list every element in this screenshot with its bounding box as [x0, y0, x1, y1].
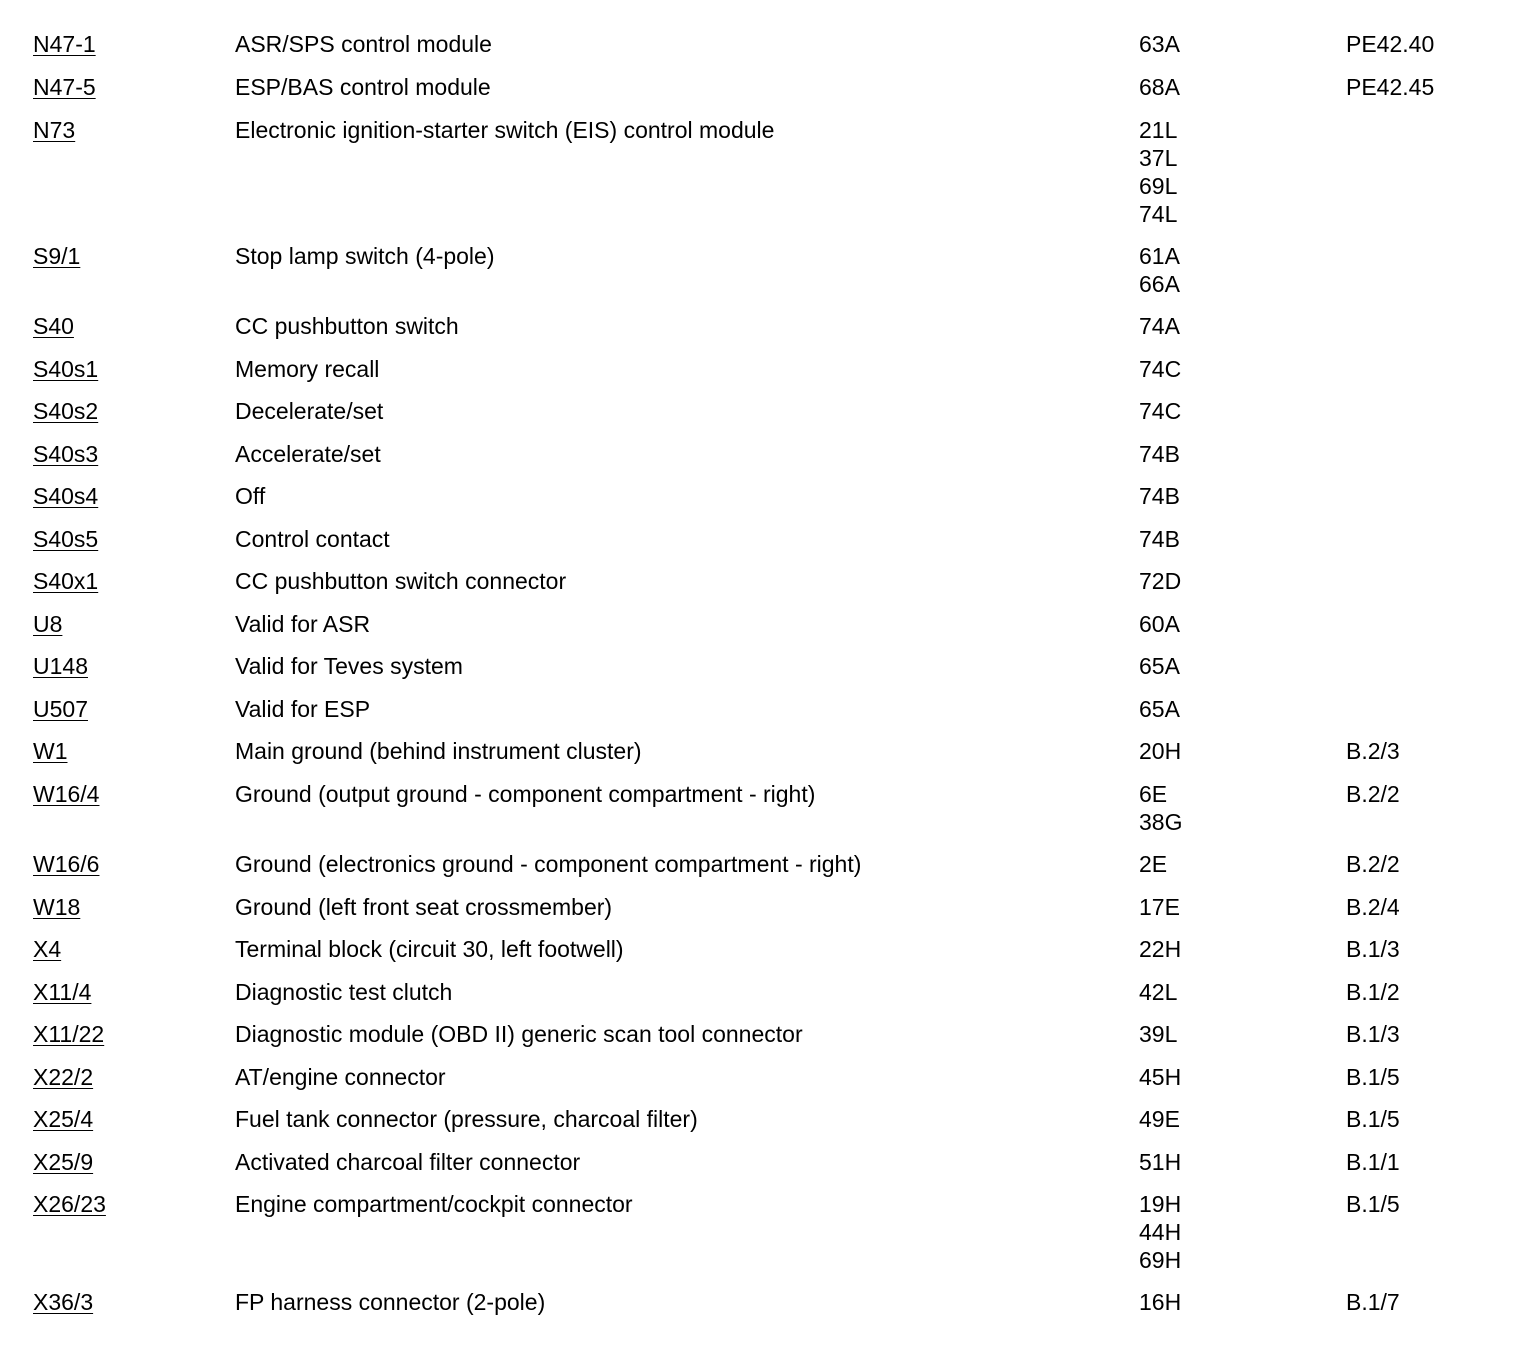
grid-locations — [1139, 695, 1180, 723]
grid-location: 63A — [1139, 31, 1180, 57]
component-description: Diagnostic module (OBD II) generic scan tool connector — [235, 1021, 803, 1047]
grid-location: 42L — [1139, 979, 1178, 1005]
component-description: Fuel tank connector (pressure, charcoal filter) — [235, 1106, 698, 1132]
grid-location: 74L — [1139, 201, 1178, 227]
grid-locations — [1139, 935, 1181, 963]
component-code-link[interactable]: X11/22 — [33, 1021, 105, 1047]
grid-location: 22H — [1139, 936, 1182, 962]
grid-location: 69L — [1139, 173, 1178, 199]
grid-location: 68A — [1139, 74, 1180, 100]
component-description: Ground (output ground - component compartment - right) — [235, 781, 816, 807]
component-description: Ground (electronics ground - component compartment - right) — [235, 851, 862, 877]
grid-locations — [1139, 1020, 1177, 1048]
component-description: CC pushbutton switch connector — [235, 568, 567, 594]
component-code-link[interactable]: W1 — [33, 738, 68, 764]
component-description: Electronic ignition-starter switch (EIS) control module — [235, 117, 775, 143]
grid-location: 38G — [1139, 809, 1183, 835]
component-code-link[interactable]: S9/1 — [33, 243, 81, 269]
component-code-link[interactable]: S40x1 — [33, 568, 99, 594]
component-code-link[interactable]: S40s2 — [33, 398, 99, 424]
component-code-link[interactable]: N47-5 — [33, 74, 96, 100]
component-description: CC pushbutton switch — [235, 313, 459, 339]
component-code-link[interactable]: X25/4 — [33, 1106, 94, 1132]
component-description: Memory recall — [235, 356, 380, 382]
grid-location: 39L — [1139, 1021, 1178, 1047]
component-description: Main ground (behind instrument cluster) — [235, 738, 642, 764]
diagram-reference: B.2/2 — [1346, 851, 1400, 877]
grid-location: 74C — [1139, 356, 1182, 382]
grid-locations — [1139, 242, 1180, 298]
component-code-link[interactable]: X36/3 — [33, 1289, 94, 1315]
component-code-link[interactable]: U507 — [33, 696, 88, 722]
component-code-link[interactable]: W18 — [33, 894, 81, 920]
grid-location: 44H — [1139, 1219, 1182, 1245]
component-description: Activated charcoal filter connector — [235, 1149, 581, 1175]
grid-location: 74A — [1139, 313, 1180, 339]
component-code-link[interactable]: X4 — [33, 936, 62, 962]
component-description: Control contact — [235, 526, 390, 552]
component-description: Off — [235, 483, 266, 509]
component-description: AT/engine connector — [235, 1064, 446, 1090]
grid-locations — [1139, 73, 1180, 101]
grid-locations — [1139, 978, 1177, 1006]
grid-locations — [1139, 652, 1180, 680]
grid-location: 45H — [1139, 1064, 1182, 1090]
grid-locations — [1139, 893, 1180, 921]
component-code-link[interactable]: X22/2 — [33, 1064, 94, 1090]
component-code-link[interactable]: U8 — [33, 611, 63, 637]
grid-location: 74B — [1139, 483, 1180, 509]
component-code-link[interactable]: U148 — [33, 653, 88, 679]
grid-locations — [1139, 850, 1167, 878]
grid-locations — [1139, 737, 1181, 765]
component-code-link[interactable]: S40 — [33, 313, 74, 339]
grid-location: 16H — [1139, 1289, 1182, 1315]
component-description: Valid for Teves system — [235, 653, 463, 679]
grid-location: 60A — [1139, 611, 1180, 637]
grid-location: 66A — [1139, 271, 1180, 297]
component-code-link[interactable]: X25/9 — [33, 1149, 94, 1175]
grid-location: 37L — [1139, 145, 1178, 171]
diagram-reference: PE42.45 — [1346, 74, 1435, 100]
diagram-reference: B.1/1 — [1346, 1149, 1400, 1175]
component-description: Valid for ASR — [235, 611, 371, 637]
grid-locations — [1139, 30, 1180, 58]
grid-location: 65A — [1139, 653, 1180, 679]
grid-location: 72D — [1139, 568, 1182, 594]
grid-locations — [1139, 312, 1180, 340]
component-description: Engine compartment/cockpit connector — [235, 1191, 633, 1217]
grid-location: 74B — [1139, 526, 1180, 552]
diagram-reference: B.1/7 — [1346, 1289, 1400, 1315]
diagram-reference: B.1/5 — [1346, 1106, 1400, 1132]
component-description: FP harness connector (2-pole) — [235, 1289, 546, 1315]
diagram-reference: B.1/3 — [1346, 1021, 1400, 1047]
component-description: Diagnostic test clutch — [235, 979, 453, 1005]
component-code-link[interactable]: S40s5 — [33, 526, 99, 552]
grid-locations — [1139, 1190, 1181, 1274]
grid-locations — [1139, 610, 1180, 638]
grid-locations — [1139, 525, 1180, 553]
component-description: ASR/SPS control module — [235, 31, 492, 57]
component-description: Decelerate/set — [235, 398, 384, 424]
component-description: Ground (left front seat crossmember) — [235, 894, 613, 920]
diagram-reference: B.1/5 — [1346, 1064, 1400, 1090]
grid-location: 74C — [1139, 398, 1182, 424]
grid-locations — [1139, 567, 1181, 595]
grid-location: 20H — [1139, 738, 1182, 764]
grid-locations — [1139, 1063, 1181, 1091]
grid-location: 65A — [1139, 696, 1180, 722]
diagram-reference: B.1/3 — [1346, 936, 1400, 962]
component-code-link[interactable]: X26/23 — [33, 1191, 106, 1217]
grid-locations — [1139, 1288, 1181, 1316]
component-code-link[interactable]: X11/4 — [33, 979, 92, 1005]
grid-location: 19H — [1139, 1191, 1182, 1217]
grid-locations — [1139, 397, 1181, 425]
grid-location: 6E — [1139, 781, 1168, 807]
diagram-reference: PE42.40 — [1346, 31, 1435, 57]
grid-location: 21L — [1139, 117, 1178, 143]
grid-location: 2E — [1139, 851, 1168, 877]
grid-locations — [1139, 440, 1180, 468]
component-description: Valid for ESP — [235, 696, 371, 722]
component-description: Terminal block (circuit 30, left footwell) — [235, 936, 624, 962]
grid-location: 51H — [1139, 1149, 1182, 1175]
grid-location: 61A — [1139, 243, 1180, 269]
component-code-link[interactable]: S40s3 — [33, 441, 99, 467]
diagram-reference: B.2/4 — [1346, 894, 1400, 920]
grid-locations — [1139, 780, 1182, 836]
diagram-reference: B.2/2 — [1346, 781, 1400, 807]
diagram-reference: B.1/2 — [1346, 979, 1400, 1005]
grid-locations — [1139, 355, 1181, 383]
component-code-link[interactable]: S40s1 — [33, 356, 99, 382]
component-code-link[interactable]: N47-1 — [33, 31, 96, 57]
component-code-link[interactable]: S40s4 — [33, 483, 99, 509]
component-description: Stop lamp switch (4-pole) — [235, 243, 495, 269]
component-code-link[interactable]: N73 — [33, 117, 76, 143]
grid-locations — [1139, 482, 1180, 510]
component-description: Accelerate/set — [235, 441, 381, 467]
component-code-link[interactable]: W16/6 — [33, 851, 100, 877]
component-description: ESP/BAS control module — [235, 74, 491, 100]
component-code-link[interactable]: W16/4 — [33, 781, 100, 807]
grid-locations — [1139, 116, 1177, 228]
grid-locations — [1139, 1105, 1180, 1133]
grid-location: 69H — [1139, 1247, 1182, 1273]
grid-locations — [1139, 1148, 1181, 1176]
grid-location: 74B — [1139, 441, 1180, 467]
diagram-reference: B.2/3 — [1346, 738, 1400, 764]
grid-location: 17E — [1139, 894, 1180, 920]
grid-location: 49E — [1139, 1106, 1180, 1132]
diagram-reference: B.1/5 — [1346, 1191, 1400, 1217]
